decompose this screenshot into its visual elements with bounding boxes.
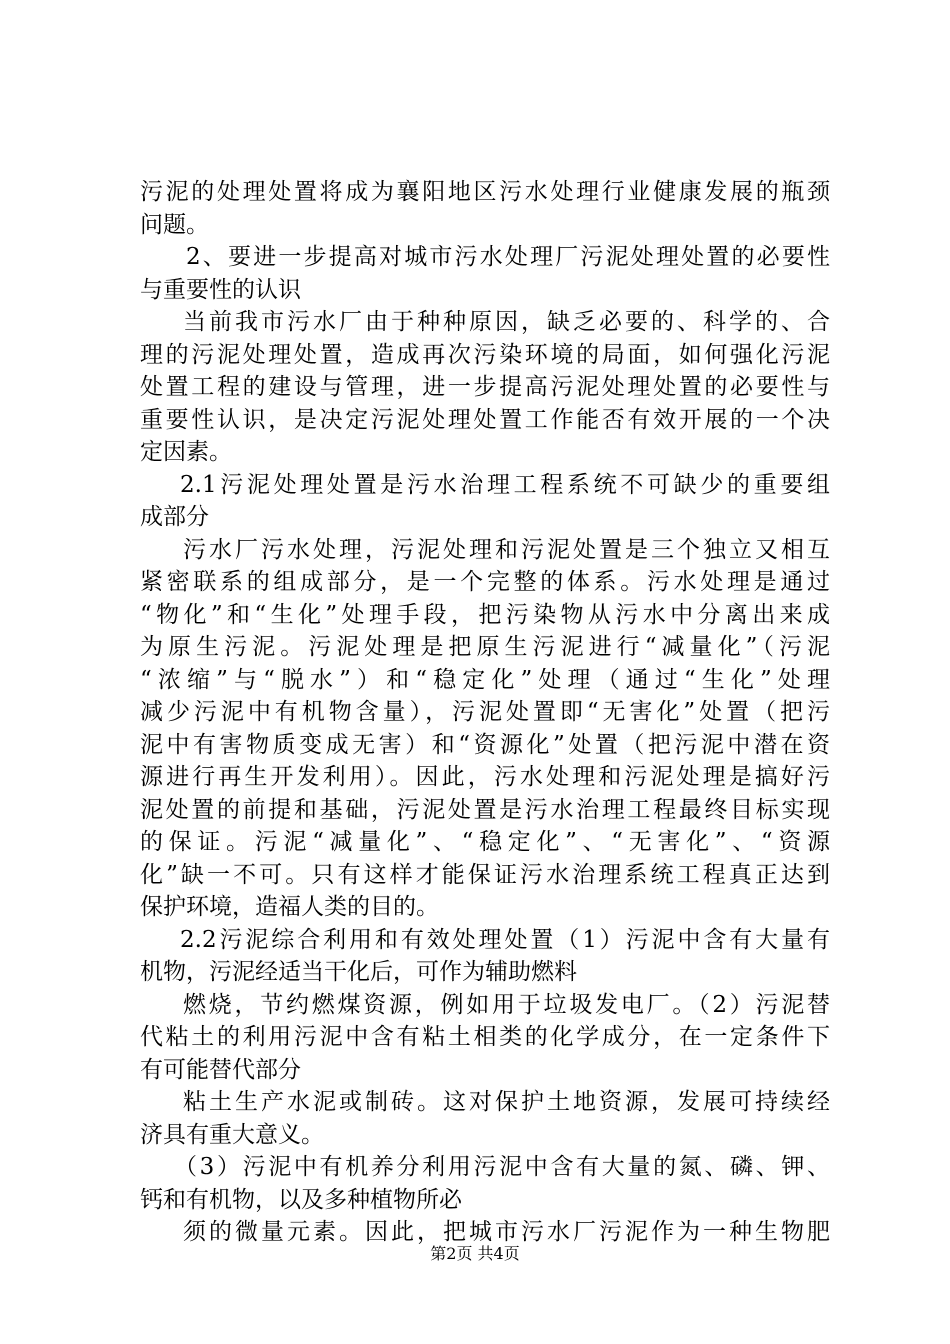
- text-line: 有可能替代部分: [140, 1056, 301, 1083]
- text-line: 须的微量元素。因此，把城市污水厂污泥作为一种生物肥: [183, 1219, 830, 1245]
- text-line: 定因素。: [140, 439, 232, 465]
- text-line: 重要性认识，是决定污泥处理处置工作能否有效开展的一个决: [140, 406, 830, 433]
- section-heading-line: 与重要性的认识: [140, 276, 301, 303]
- text-line: 减少污泥中有机物含量），污泥处置即“无害化”处置（把污: [140, 699, 830, 725]
- text-line: 理的污泥处理处置，造成再次污染环境的局面，如何强化污泥: [140, 341, 830, 368]
- text-line: 钙和有机物，以及多种植物所必: [140, 1186, 462, 1213]
- text-line: 源进行再生开发利用）。因此，污水处理和污泥处理是搞好污: [140, 764, 830, 790]
- text-line: “物化”和“生化”处理手段，把污染物从污水中分离出来成: [140, 601, 830, 628]
- page-footer: [0, 1244, 950, 1264]
- text-line: 燃烧，节约燃煤资源，例如用于垃圾发电厂。（2）污泥替: [183, 991, 830, 1018]
- text-line: 的保证。污泥“减量化”、“稳定化”、“无害化”、“资源: [140, 829, 830, 855]
- body-text: [140, 176, 830, 1249]
- text-line: 紧密联系的组成部分，是一个完整的体系。污水处理是通过: [140, 569, 830, 595]
- text-line: 当前我市污水厂由于种种原因，缺乏必要的、科学的、合: [183, 309, 830, 335]
- page-number: 第2页 共4页: [430, 1244, 520, 1263]
- text-line: 泥处置的前提和基础，污泥处置是污水治理工程最终目标实现: [140, 796, 830, 823]
- section-heading-line: 2、要进一步提高对城市污水处理厂污泥处理处置的必要性: [186, 244, 830, 270]
- text-line: 污水厂污水处理，污泥处理和污泥处置是三个独立又相互: [183, 536, 830, 563]
- text-line: 济具有重大意义。: [140, 1121, 324, 1148]
- text-line: 代粘土的利用污泥中含有粘土相类的化学成分，在一定条件下: [140, 1024, 830, 1050]
- text-line: 污泥的处理处置将成为襄阳地区污水处理行业健康发展的瓶颈: [140, 179, 830, 205]
- text-line: 化”缺一不可。只有这样才能保证污水治理系统工程真正达到: [140, 861, 830, 888]
- text-line: 机物，污泥经适当干化后，可作为辅助燃料: [140, 959, 577, 985]
- text-line: 泥中有害物质变成无害）和“资源化”处置（把污泥中潜在资: [140, 731, 830, 758]
- text-line: 粘土生产水泥或制砖。这对保护土地资源，发展可持续经: [183, 1089, 830, 1115]
- section-heading-line: 2.1污泥处理处置是污水治理工程系统不可缺少的重要组: [180, 471, 830, 498]
- section-heading-line: 2.2污泥综合利用和有效处理处置（1）污泥中含有大量有: [180, 926, 830, 953]
- text-line: 处置工程的建设与管理，进一步提高污泥处理处置的必要性与: [140, 374, 830, 400]
- text-line: “浓缩”与“脱水”）和“稳定化”处理（通过“生化”处理: [140, 666, 830, 693]
- text-line: 为原生污泥。污泥处理是把原生污泥进行“减量化”（污泥: [140, 634, 830, 660]
- section-heading-line: 成部分: [140, 504, 209, 530]
- text-line: 问题。: [140, 211, 209, 238]
- text-line: 保护环境，造福人类的目的。: [140, 894, 439, 920]
- text-line: （3）污泥中有机养分利用污泥中含有大量的氮、磷、钾、: [174, 1154, 830, 1180]
